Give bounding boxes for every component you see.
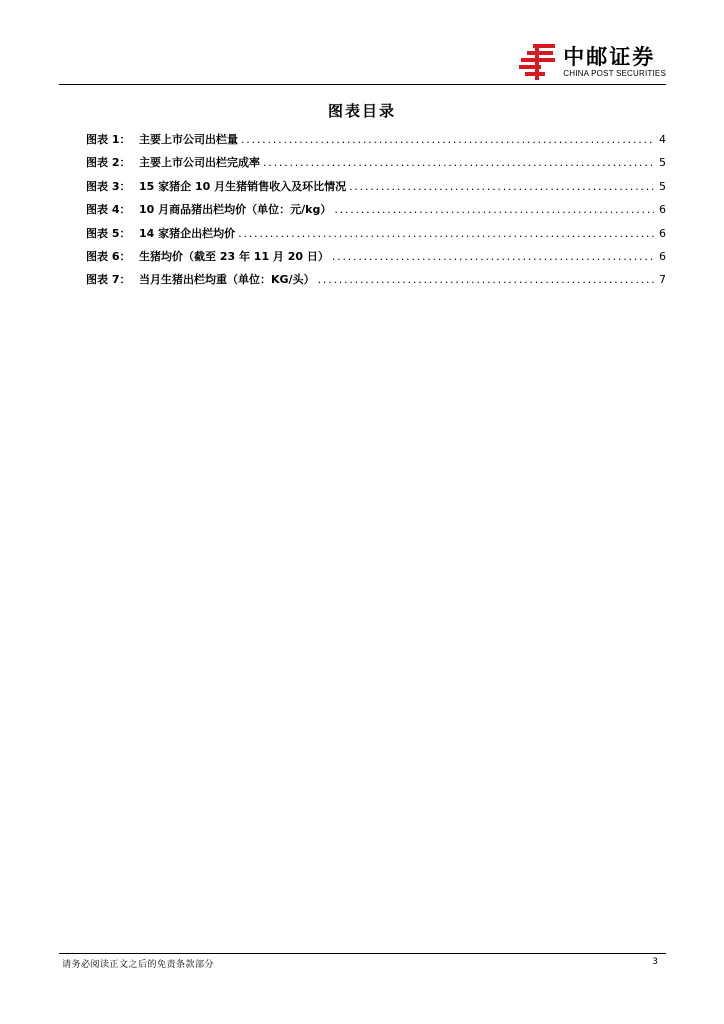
toc-entry-title: 当月生猪出栏均重（单位：KG/头） [139,273,315,287]
toc-entry-title: 主要上市公司出栏量 [139,133,238,146]
toc-entry-7[interactable] [86,268,666,291]
toc-entry-label: 图表 7： [86,273,131,287]
logo-text [563,46,666,79]
disclaimer-note: 请务必阅读正文之后的免责条款部分 [62,960,215,970]
header-divider [59,84,666,85]
toc-entry-page: 6 [659,226,666,240]
toc-entry-page: 7 [659,273,666,287]
china-post-logo-icon [519,44,557,80]
company-logo [519,44,666,80]
toc-dot-leader [241,128,654,151]
logo-english-name: CHINA POST SECURITIES [563,68,666,78]
logo-chinese-name: 中邮证券 [563,44,656,69]
toc-entry-title: 主要上市公司出栏完成率 [139,156,260,170]
toc-entry-label: 图表 5： [86,226,131,240]
toc-dot-leader [349,175,654,198]
page-number: 3 [652,957,658,967]
toc-entry-label: 图表 6： [86,249,131,263]
toc-entry-title: 10 月商品猪出栏均价（单位：元/kg） [139,203,332,217]
toc-entry-6[interactable] [86,245,666,268]
toc-title: 图表目录 [327,102,396,120]
toc-entry-1[interactable] [86,128,666,151]
toc-dot-leader [263,151,654,174]
toc-dot-leader [318,268,654,291]
toc-entry-2[interactable] [86,151,666,174]
toc-dot-leader [334,198,654,221]
toc-entry-title: 14 家猪企出栏均价 [139,226,236,240]
toc-entry-5[interactable] [86,222,666,245]
toc-entry-title: 15 家猪企 10 月生猪销售收入及环比情况 [139,179,347,193]
toc-entry-4[interactable] [86,198,666,221]
toc-entry-label: 图表 2： [86,156,131,170]
toc-dot-leader [332,245,654,268]
toc-dot-leader [238,222,654,245]
toc-entry-label: 图表 3： [86,179,131,193]
toc-entry-page: 6 [659,249,666,263]
toc-entry-label: 图表 4： [86,203,131,217]
toc-entry-page: 5 [659,156,666,170]
toc-entry-label: 图表 1： [86,133,131,146]
toc-entry-page: 5 [659,179,666,193]
toc-entry-page: 6 [659,203,666,217]
toc-list [86,128,666,292]
footer-divider [59,953,666,954]
toc-entry-3[interactable] [86,175,666,198]
toc-entry-page: 4 [659,133,666,146]
toc-entry-title: 生猪均价（截至 23 年 11 月 20 日） [139,249,329,263]
